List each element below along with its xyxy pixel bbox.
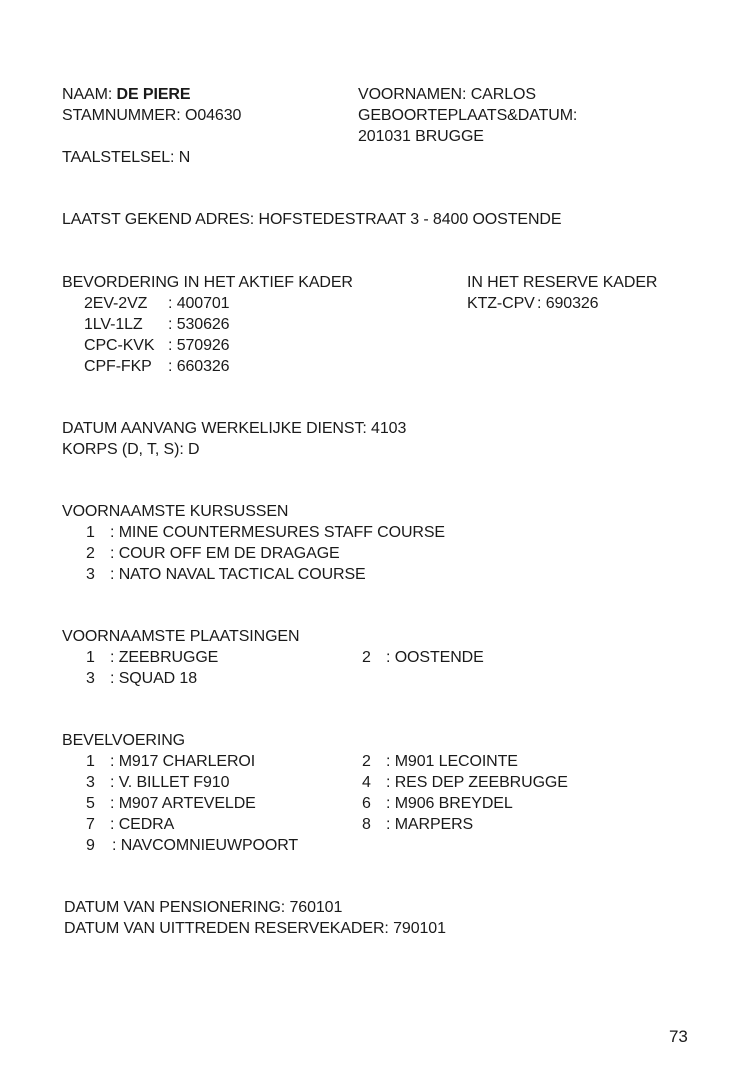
list-item (86, 565, 366, 585)
page-number: 73 (669, 1027, 688, 1046)
stamnummer-line (62, 106, 241, 126)
adres-line (62, 210, 561, 230)
item-text: : MINE COUNTERMESURES STAFF COURSE (110, 524, 445, 541)
item-number: 3 (86, 774, 95, 791)
rank: 2EV-2VZ (84, 295, 148, 312)
item-number: 4 (362, 774, 371, 791)
voornamen-line (358, 85, 536, 105)
item-number: 2 (362, 753, 371, 770)
item-text: : RES DEP ZEEBRUGGE (386, 774, 568, 791)
geboorte-label: GEBOORTEPLAATS&DATUM: (358, 107, 578, 124)
bevordering-aktief-item (84, 357, 229, 377)
item-text: : NAVCOMNIEUWPOORT (112, 837, 299, 854)
rank: CPC-KVK (84, 337, 155, 354)
item-text: : ZEEBRUGGE (110, 649, 219, 666)
rank: 1LV-1LZ (84, 316, 143, 333)
list-item (362, 773, 568, 793)
list-item (362, 794, 513, 814)
bevelvoering-title: BEVELVOERING (62, 732, 185, 749)
date: : 530626 (168, 316, 230, 333)
list-item (362, 815, 473, 835)
item-number: 2 (362, 649, 371, 666)
item-text: : M906 BREYDEL (386, 795, 513, 812)
adres-label: LAATST GEKEND ADRES: (62, 211, 255, 228)
kursussen-title: VOORNAAMSTE KURSUSSEN (62, 503, 289, 520)
voornamen-value: CARLOS (470, 86, 536, 103)
bevordering-aktief-item (84, 336, 229, 356)
item-number: 9 (86, 837, 95, 854)
item-number: 2 (86, 545, 95, 562)
plaatsingen-title: VOORNAAMSTE PLAATSINGEN (62, 628, 300, 645)
voornamen-label: VOORNAMEN: (358, 86, 467, 103)
item-text: : M901 LECOINTE (386, 753, 518, 770)
date: : 570926 (168, 337, 230, 354)
pensionering: DATUM VAN PENSIONERING: 760101 (64, 899, 343, 916)
uittreden-reservekader: DATUM VAN UITTREDEN RESERVEKADER: 790101 (64, 920, 446, 937)
list-item (86, 773, 229, 793)
naam-label: NAAM: (62, 86, 113, 103)
list-item (86, 523, 445, 543)
adres-value: HOFSTEDESTRAAT 3 - 8400 OOSTENDE (258, 211, 562, 228)
list-item (86, 836, 298, 856)
item-number: 1 (86, 649, 95, 666)
geboorte-value: 201031 BRUGGE (358, 128, 484, 145)
item-text: : COUR OFF EM DE DRAGAGE (110, 545, 340, 562)
item-number: 8 (362, 816, 371, 833)
rank: CPF-FKP (84, 358, 152, 375)
stamnummer-label: STAMNUMMER: (62, 107, 181, 124)
date: : 690326 (537, 295, 599, 312)
bevordering-reserve-title: IN HET RESERVE KADER (467, 274, 658, 291)
bevordering-aktief-item (84, 294, 229, 314)
bevordering-aktief-title: BEVORDERING IN HET AKTIEF KADER (62, 274, 353, 291)
item-number: 3 (86, 670, 95, 687)
list-item (362, 648, 484, 668)
item-number: 7 (86, 816, 95, 833)
rank: KTZ-CPV (467, 295, 535, 312)
taalstelsel-label: TAALSTELSEL: (62, 149, 175, 166)
list-item (362, 752, 518, 772)
item-number: 1 (86, 753, 95, 770)
date: : 400701 (168, 295, 230, 312)
aanvang-dienst: DATUM AANVANG WERKELIJKE DIENST: 4103 (62, 420, 407, 437)
item-text: : MARPERS (386, 816, 474, 833)
taalstelsel-value: N (178, 149, 191, 166)
naam-value: DE PIERE (116, 86, 191, 103)
list-item (86, 648, 218, 668)
list-item (86, 669, 197, 689)
list-item (86, 752, 255, 772)
item-number: 5 (86, 795, 95, 812)
item-text: : OOSTENDE (386, 649, 484, 666)
item-text: : V. BILLET F910 (110, 774, 230, 791)
item-text: : M917 CHARLEROI (110, 753, 256, 770)
list-item (86, 815, 174, 835)
list-item (86, 544, 340, 564)
list-item (86, 794, 256, 814)
item-text: : M907 ARTEVELDE (110, 795, 256, 812)
item-text: : NATO NAVAL TACTICAL COURSE (110, 566, 366, 583)
item-number: 6 (362, 795, 371, 812)
item-text: : CEDRA (110, 816, 175, 833)
item-number: 3 (86, 566, 95, 583)
stamnummer-value: O04630 (184, 107, 242, 124)
bevordering-aktief-item (84, 315, 229, 335)
bevordering-reserve-item (467, 294, 598, 314)
taalstelsel-line (62, 148, 190, 168)
naam-line (62, 85, 190, 105)
item-number: 1 (86, 524, 95, 541)
date: : 660326 (168, 358, 230, 375)
korps: KORPS (D, T, S): D (62, 441, 200, 458)
item-text: : SQUAD 18 (110, 670, 198, 687)
